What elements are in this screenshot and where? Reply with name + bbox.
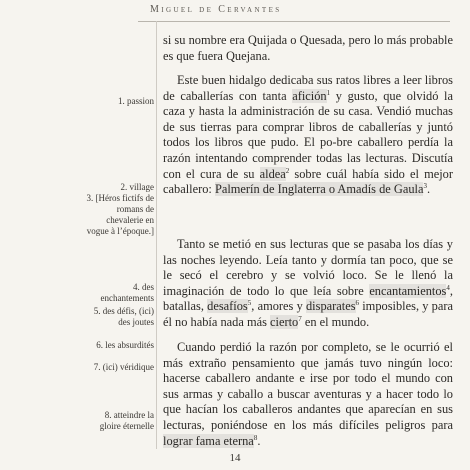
page-number: 14 (229, 452, 241, 464)
note-ref-8: 8 (253, 433, 258, 442)
gloss-4: 4. des enchantements (100, 282, 154, 303)
glossed-word-encantamientos: encantamientos (369, 283, 447, 298)
glossed-phrase-fama: lograr fama eterna (163, 433, 254, 448)
glossed-word-disparates: disparates (305, 299, 356, 314)
note-ref-5: 5 (247, 299, 252, 308)
note-ref-7: 7 (298, 314, 302, 323)
header-rule (138, 21, 450, 22)
paragraph-1: Este buen hidalgo dedicaba sus ratos libres a leer libros de caballerías con tanta afición$^1$ y gusto, que olvidó la caza y hasta la administración de su casa. Vendió muchas de sus tierras para comprar libros de caballerías y juntó todos los libros que pudo. El po-bre caballero perdía la razón intentando comprender todas las lecturas. Discutía con el cura de su aldea$^2$ sobre cuál había sido el mejor caballero: Palmerín de Inglaterra o Amadís de Gaula$^3$. (163, 73, 453, 197)
glossed-word-aldea: aldea (259, 166, 286, 181)
gloss-5: 5. des défis, (ici) des joutes (93, 306, 154, 327)
running-head: Miguel de Cervantes (150, 4, 282, 15)
note-ref-1: 1 (326, 88, 331, 97)
margin-rule (156, 21, 157, 449)
paragraph-0: si su nombre era Quijada o Quesada, pero lo más probable es que fuera Quejana. (163, 33, 453, 63)
note-ref-3: 3 (423, 182, 427, 191)
gloss-2: 2. village (120, 182, 154, 192)
glossed-word-desafios: desafíos (207, 299, 248, 314)
gloss-6: 6. les absurdités (96, 340, 154, 350)
glossed-phrase-heroes: Palmerín de Inglaterra o Amadís de Gaula (214, 182, 424, 197)
glossed-word-cierto: cierto (270, 314, 299, 329)
gloss-1: 1. passion (118, 96, 154, 106)
note-ref-4: 4 (446, 283, 450, 292)
gloss-7: 7. (ici) véridique (93, 362, 154, 372)
note-ref-6: 6 (355, 299, 360, 308)
note-ref-2: 2 (285, 166, 290, 175)
paragraph-2: Tanto se metió en sus lecturas que se pasaba los días y las noches leyendo. Leía tanto y dormía tan poco, que se le secó el cerebro y se volvió loco. Se le llenó la imaginación de todo lo que leía sobre encantamientos$^4$, batallas, desafíos$^5$, amores y disparates$^6$ imposibles, y para él no había nada más cierto$^7$ en el mundo. (163, 237, 453, 329)
gloss-3: 3. [Héros fictifs de romans de chevalerie en vogue à l’époque.] (86, 193, 154, 236)
glossed-word-aficion: afición (292, 88, 327, 103)
gloss-8: 8. atteindre la gloire éternelle (99, 410, 154, 431)
paragraph-3: Cuando perdió la razón por completo, se le ocurrió el más extraño pensamiento que jamás tuvo ningún loco: hacerse caballero andante e irse por todo el mundo con sus armas y caballo a buscar aventuras y a hacer todo lo que hacían los caballeros andantes que aparecían en sus lecturas, poniéndose en los más difíciles peligros para lograr fama eterna$^8$. (163, 340, 453, 448)
